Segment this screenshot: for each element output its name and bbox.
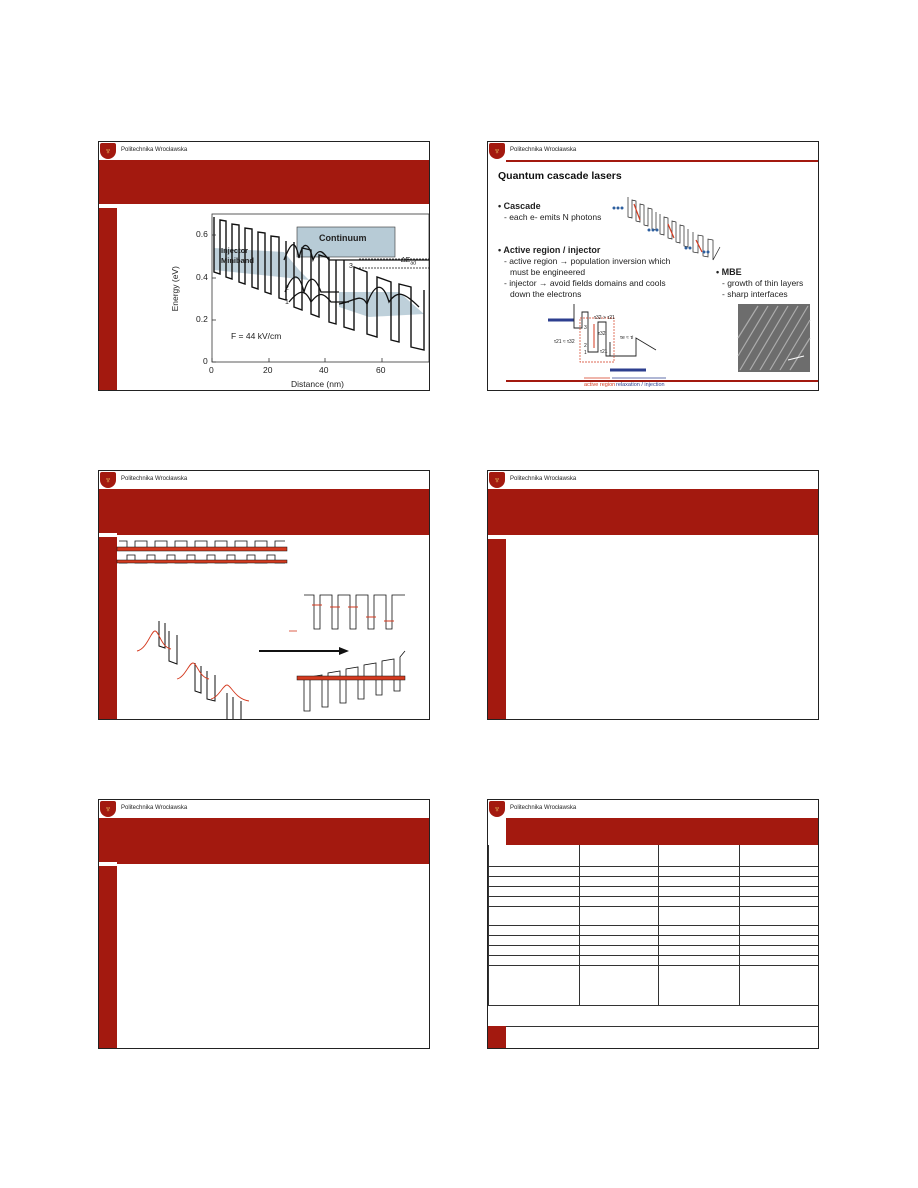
injector-line-1: - injector → avoid fields domains and cools (504, 278, 666, 288)
x-axis-label: Distance (nm) (291, 379, 344, 389)
bullet-cascade: • Cascade (498, 201, 541, 211)
slide-4 (487, 470, 819, 720)
slide-title-band (506, 489, 818, 535)
institution-name: Politechnika Wrocławska (121, 476, 188, 482)
level-label: 3 (584, 325, 587, 331)
active-region-caption: active region (584, 382, 616, 388)
mbe-line-1: - growth of thin layers (722, 278, 804, 288)
y-axis-label: Energy (eV) (169, 266, 180, 312)
slide-footer-line (506, 1026, 818, 1027)
band-diagram-chart (99, 142, 430, 391)
slide-title-band (117, 818, 429, 864)
bullet-mbe: • MBE (716, 267, 742, 277)
active-region-line-2: must be engineered (510, 267, 586, 277)
slide-1 (98, 141, 430, 391)
shield-icon: ♆ (489, 472, 505, 488)
continuum-label: Continuum (319, 233, 367, 243)
x-tick-label: 0 (209, 365, 214, 375)
slide-2 (487, 141, 819, 391)
shield-icon: ♆ (100, 143, 116, 159)
shield-icon: ♆ (489, 801, 505, 817)
superlattice-diagram (99, 471, 430, 720)
tau-relation-label: τ32 > τ21 (594, 315, 615, 321)
injector-line-2: down the electrons (510, 289, 582, 299)
level-label: 2 (584, 343, 587, 349)
cascade-description: - each e- emits N photons (504, 212, 602, 222)
shield-icon: ♆ (489, 143, 505, 159)
x-tick-label: 60 (376, 365, 386, 375)
y-tick-label: 0.4 (196, 272, 208, 282)
institution-name: Politechnika Wrocławska (510, 805, 577, 811)
bullet-active-region: • Active region / injector (498, 245, 601, 255)
tau-relation-label: τ21 ≈ τ32 (554, 339, 575, 345)
delta-e-label: $\Delta E_{ad}$ (401, 257, 416, 267)
slide-sidebar (99, 800, 117, 1048)
mbe-line-2: - sharp interfaces (722, 289, 788, 299)
institution-name: Politechnika Wrocławska (121, 805, 188, 811)
tau-32-label: τ32 (598, 331, 606, 337)
x-tick-label: 20 (263, 365, 273, 375)
x-tick-label: 40 (319, 365, 329, 375)
miniband-label: Miniband (221, 256, 254, 265)
y-tick-label: 0.2 (196, 314, 208, 324)
level-label: 3 (349, 263, 353, 270)
field-label: F = 44 kV/cm (231, 331, 282, 341)
slide-sidebar (488, 471, 506, 719)
institution-name: Politechnika Wrocławska (121, 147, 188, 153)
slide-5 (98, 799, 430, 1049)
level-label: 2 (285, 285, 289, 292)
slide-3 (98, 470, 430, 720)
institution-name: Politechnika Wrocławska (510, 147, 577, 153)
slide-title-band (506, 818, 818, 845)
shield-icon: ♆ (100, 801, 116, 817)
level-label: 1 (584, 350, 587, 356)
slide-6 (487, 799, 819, 1049)
slide-sidebar (488, 800, 506, 818)
level-label: 1 (285, 299, 289, 306)
cascade-diagram (488, 142, 819, 391)
university-logo (488, 471, 506, 489)
injector-label: Injector (221, 246, 249, 255)
y-tick-label: 0.6 (196, 229, 208, 239)
shield-icon: ♆ (100, 472, 116, 488)
institution-name: Politechnika Wrocławska (510, 476, 577, 482)
university-logo (99, 800, 117, 818)
tau-21-label: τ21 (600, 349, 608, 355)
relaxation-caption: relaxation / injection (616, 382, 665, 388)
active-region-line-1: - active region → population inversion which (504, 256, 671, 266)
university-logo (488, 800, 506, 818)
slide-title: Quantum cascade lasers (498, 170, 622, 182)
slide-footer-band (488, 1026, 506, 1049)
tau-relation-label: τe ≈ τi (620, 335, 634, 341)
y-tick-label: 0 (203, 356, 208, 366)
empty-data-table (488, 845, 819, 1006)
